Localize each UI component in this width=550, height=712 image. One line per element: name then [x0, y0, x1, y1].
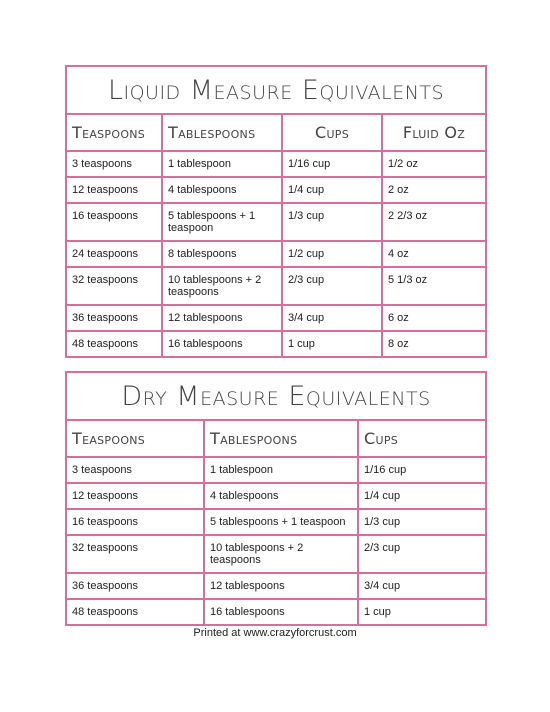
- cell: 16 teaspoons: [66, 203, 162, 241]
- cell: 16 teaspoons: [66, 509, 204, 535]
- cell: 2 oz: [382, 177, 486, 203]
- cell: 36 teaspoons: [66, 305, 162, 331]
- cell: 16 tablespoons: [162, 331, 282, 357]
- cell: 12 teaspoons: [66, 483, 204, 509]
- cell: 36 teaspoons: [66, 573, 204, 599]
- dry-header-row: [66, 420, 486, 457]
- liquid-header-fluid-oz: Fluid Oz: [382, 114, 486, 151]
- table-row: [66, 573, 486, 599]
- cell: 3 teaspoons: [66, 457, 204, 483]
- table-row: [66, 267, 486, 305]
- cell: 1/4 cup: [282, 177, 382, 203]
- cell: 1 tablespoon: [204, 457, 358, 483]
- cell: 4 oz: [382, 241, 486, 267]
- cell: 1/3 cup: [282, 203, 382, 241]
- cell: 3/4 cup: [358, 573, 486, 599]
- cell: 1 cup: [358, 599, 486, 625]
- dry-header-tablespoons: Tablespoons: [204, 420, 358, 457]
- cell: 1 cup: [282, 331, 382, 357]
- cell: 24 teaspoons: [66, 241, 162, 267]
- table-row: [66, 241, 486, 267]
- cell: 1/16 cup: [282, 151, 382, 177]
- footer-credit: Printed at www.crazyforcrust.com: [193, 627, 357, 639]
- cell: 6 oz: [382, 305, 486, 331]
- table-row: [66, 151, 486, 177]
- cell: 32 teaspoons: [66, 535, 204, 573]
- cell: 4 tablespoons: [162, 177, 282, 203]
- cell: 10 tablespoons + 2 teaspoons: [162, 267, 282, 305]
- liquid-measure-table: [65, 65, 487, 358]
- cell: 12 teaspoons: [66, 177, 162, 203]
- cell: 1/4 cup: [358, 483, 486, 509]
- cell: 3/4 cup: [282, 305, 382, 331]
- dry-header-teaspoons: Teaspoons: [66, 420, 204, 457]
- liquid-table-title: Liquid Measure Equivalents: [66, 66, 486, 114]
- table-row: [66, 599, 486, 625]
- cell: 4 tablespoons: [204, 483, 358, 509]
- cell: 12 tablespoons: [204, 573, 358, 599]
- liquid-header-teaspoons: Teaspoons: [66, 114, 162, 151]
- liquid-header-tablespoons: Tablespoons: [162, 114, 282, 151]
- cell: 8 tablespoons: [162, 241, 282, 267]
- cell: 2 2/3 oz: [382, 203, 486, 241]
- cell: 32 teaspoons: [66, 267, 162, 305]
- cell: 2/3 cup: [358, 535, 486, 573]
- cell: 12 tablespoons: [162, 305, 282, 331]
- cell: 48 teaspoons: [66, 599, 204, 625]
- cell: 1/16 cup: [358, 457, 486, 483]
- cell: 1/2 cup: [282, 241, 382, 267]
- dry-table-title: Dry Measure Equivalents: [66, 372, 486, 420]
- cell: 1/3 cup: [358, 509, 486, 535]
- table-row: [66, 509, 486, 535]
- table-row: [66, 457, 486, 483]
- cell: 5 1/3 oz: [382, 267, 486, 305]
- cell: 10 tablespoons + 2 teaspoons: [204, 535, 358, 573]
- table-row: [66, 177, 486, 203]
- table-row: [66, 535, 486, 573]
- table-row: [66, 305, 486, 331]
- cell: 8 oz: [382, 331, 486, 357]
- table-row: [66, 331, 486, 357]
- cell: 16 tablespoons: [204, 599, 358, 625]
- cell: 48 teaspoons: [66, 331, 162, 357]
- cell: 1/2 oz: [382, 151, 486, 177]
- liquid-header-cups: Cups: [282, 114, 382, 151]
- cell: 5 tablespoons + 1 teaspoon: [162, 203, 282, 241]
- liquid-header-row: [66, 114, 486, 151]
- table-row: [66, 203, 486, 241]
- dry-measure-table: [65, 371, 487, 626]
- table-row: [66, 483, 486, 509]
- cell: 5 tablespoons + 1 teaspoon: [204, 509, 358, 535]
- cell: 3 teaspoons: [66, 151, 162, 177]
- cell: 1 tablespoon: [162, 151, 282, 177]
- cell: 2/3 cup: [282, 267, 382, 305]
- dry-header-cups: Cups: [358, 420, 486, 457]
